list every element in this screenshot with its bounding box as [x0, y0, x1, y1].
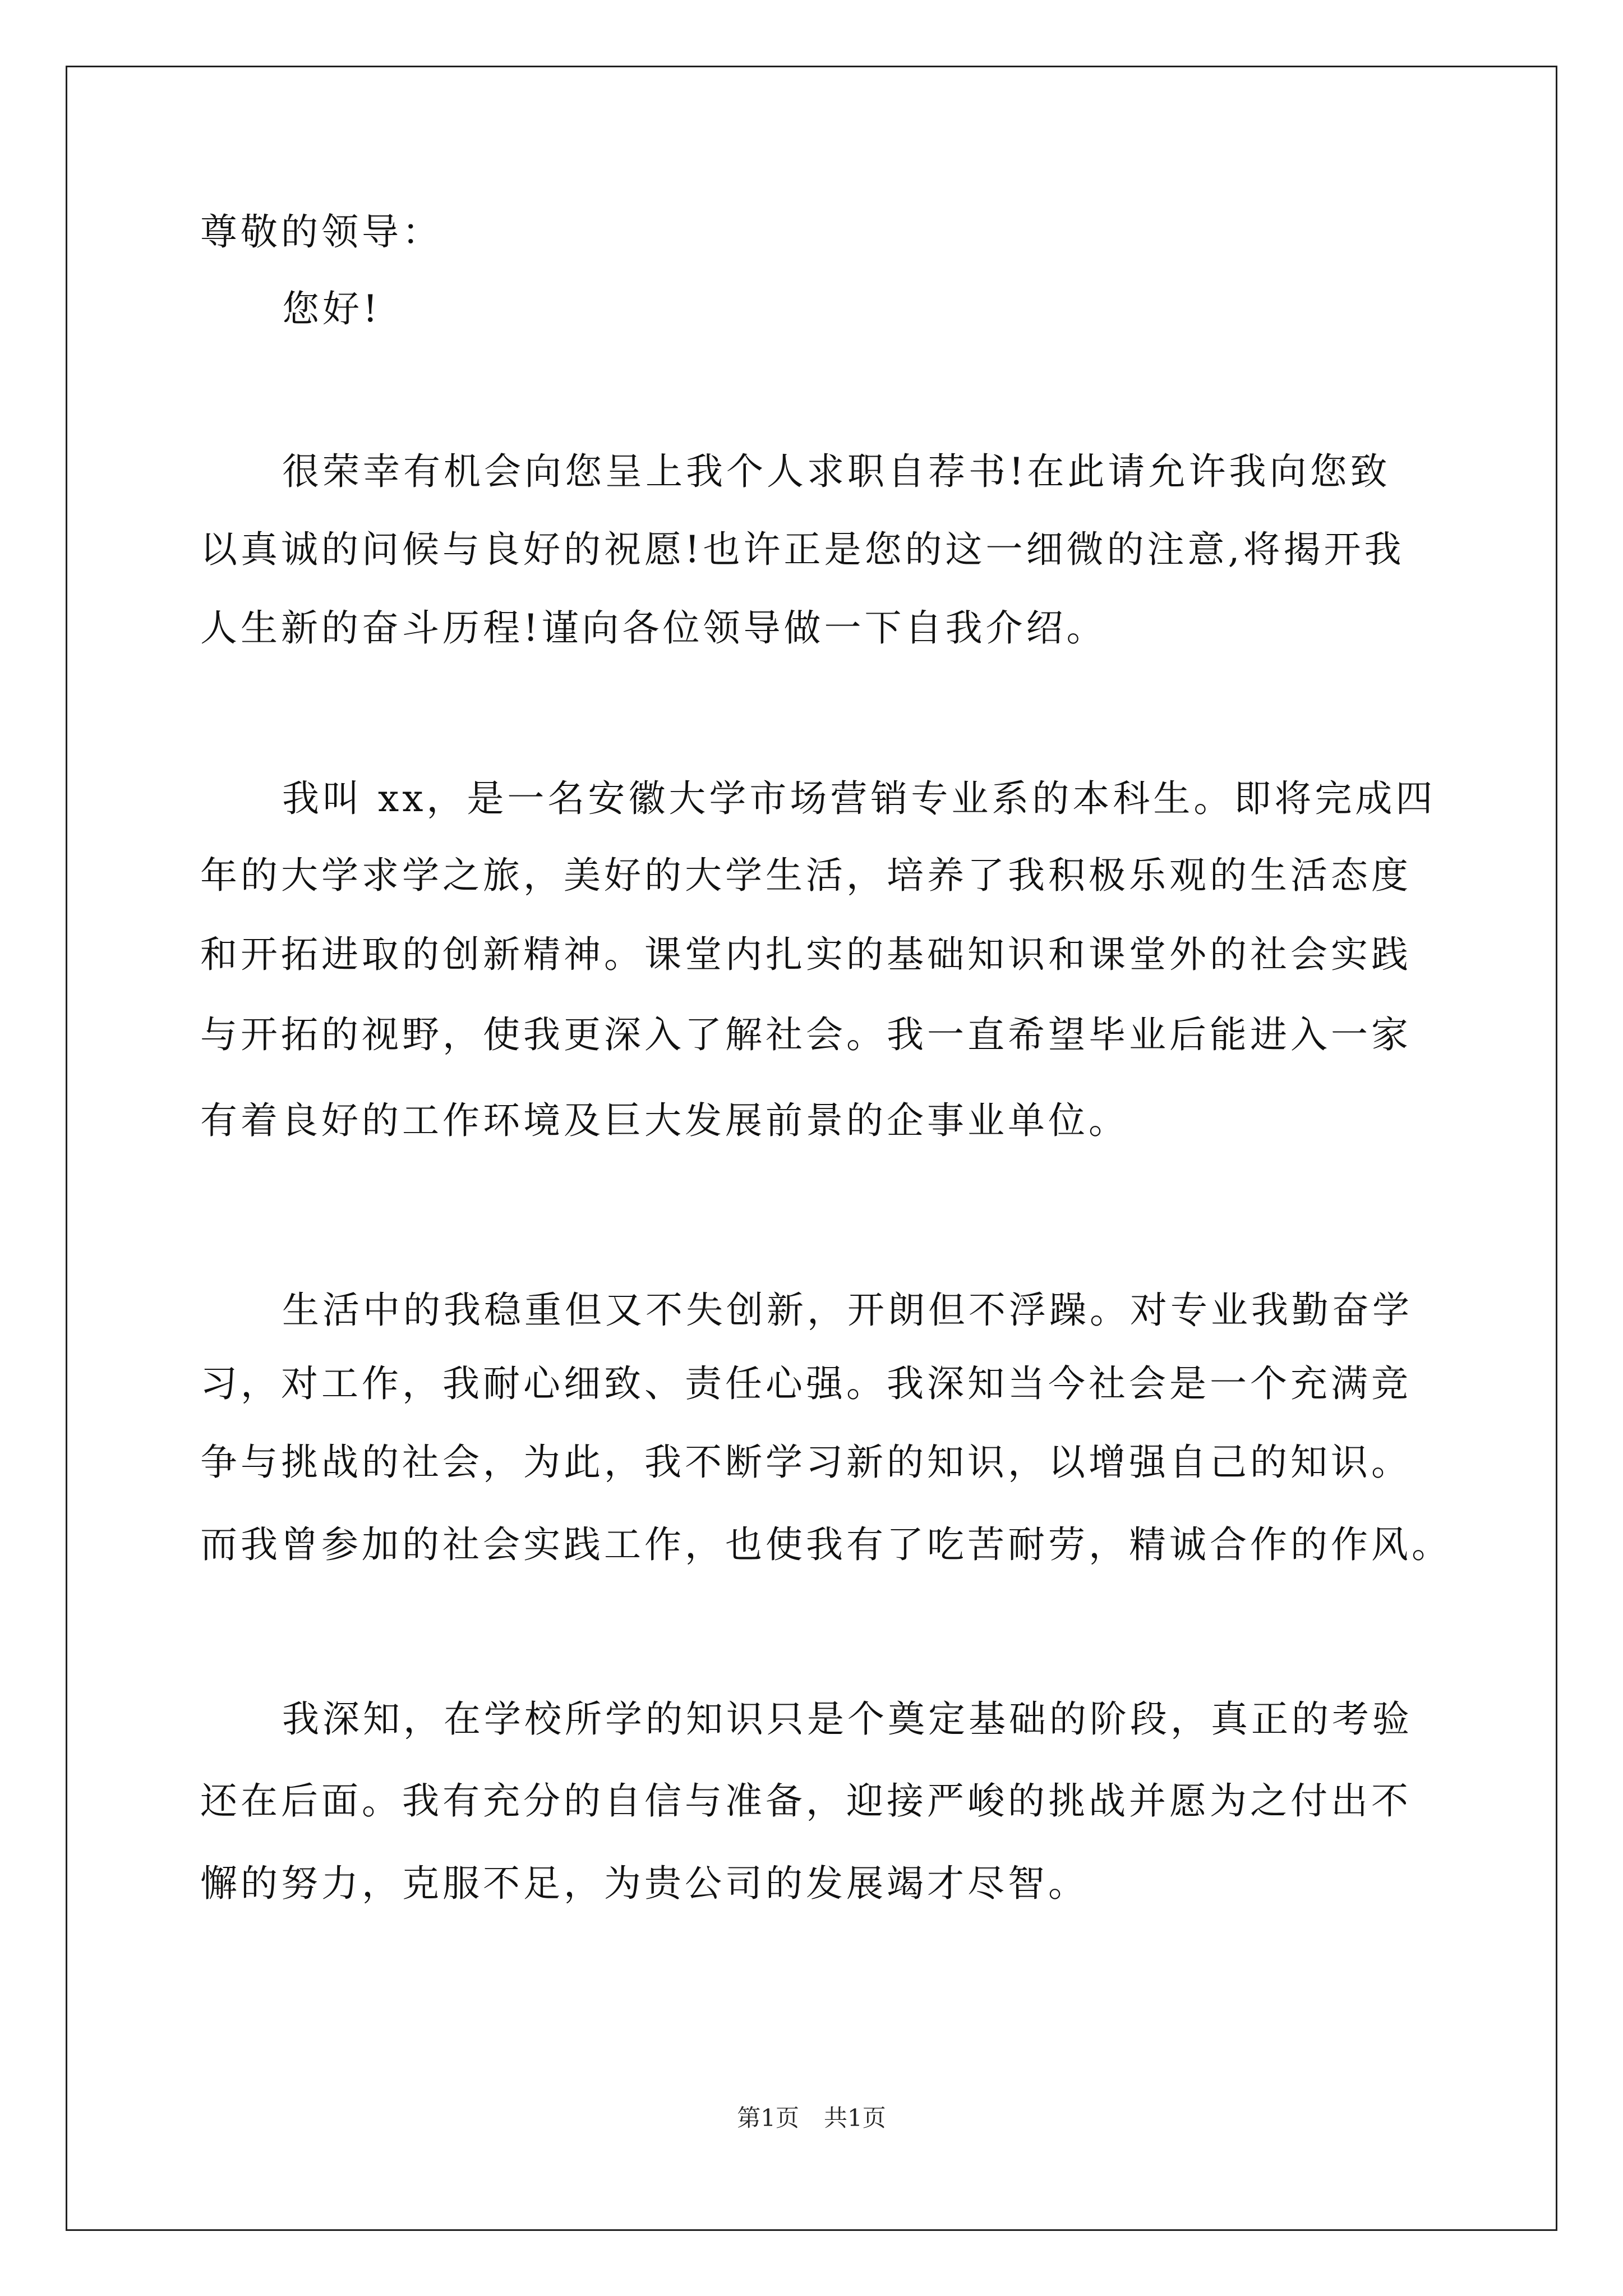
text-line: 争与挑战的社会，为此，我不断学习新的知识，以增强自己的知识。	[200, 1441, 1412, 1484]
page-border	[66, 66, 1557, 2231]
page-footer	[0, 2101, 1623, 2135]
text-line: 懈的努力，克服不足，为贵公司的发展竭才尽智。	[200, 1862, 1089, 1905]
text-line: 以真诚的问候与良好的祝愿!也许正是您的这一细微的注意,将揭开我	[200, 528, 1405, 571]
text-line: 年的大学求学之旅，美好的大学生活，培养了我积极乐观的生活态度	[200, 854, 1412, 897]
text-line: 还在后面。我有充分的自信与准备，迎接严峻的挑战并愿为之付出不	[200, 1779, 1412, 1823]
text-line: 与开拓的视野，使我更深入了解社会。我一直希望毕业后能进入一家	[200, 1013, 1412, 1056]
page-total: 共1页	[824, 2104, 886, 2132]
text-line: 有着良好的工作环境及巨大发展前景的企事业单位。	[200, 1099, 1129, 1142]
text-line: 我叫 xx，是一名安徽大学市场营销专业系的本科生。即将完成四	[282, 777, 1436, 820]
text-line: 很荣幸有机会向您呈上我个人求职自荐书!在此请允许我向您致	[282, 450, 1391, 493]
page-number: 第1页	[737, 2104, 799, 2132]
text-line: 我深知，在学校所学的知识只是个奠定基础的阶段，真正的考验	[282, 1697, 1413, 1741]
salutation: 尊敬的领导：	[200, 210, 442, 254]
text-line: 习，对工作，我耐心细致、责任心强。我深知当今社会是一个充满竞	[200, 1362, 1412, 1405]
text-line: 人生新的奋斗历程!谨向各位领导做一下自我介绍。	[200, 606, 1107, 650]
text-line: 和开拓进取的创新精神。课堂内扎实的基础知识和课堂外的社会实践	[200, 933, 1412, 976]
text-line: 生活中的我稳重但又不失创新，开朗但不浮躁。对专业我勤奋学	[282, 1289, 1413, 1332]
text-line: 而我曾参加的社会实践工作，也使我有了吃苦耐劳，精诚合作的作风。	[200, 1523, 1452, 1566]
greeting: 您好!	[282, 287, 381, 330]
